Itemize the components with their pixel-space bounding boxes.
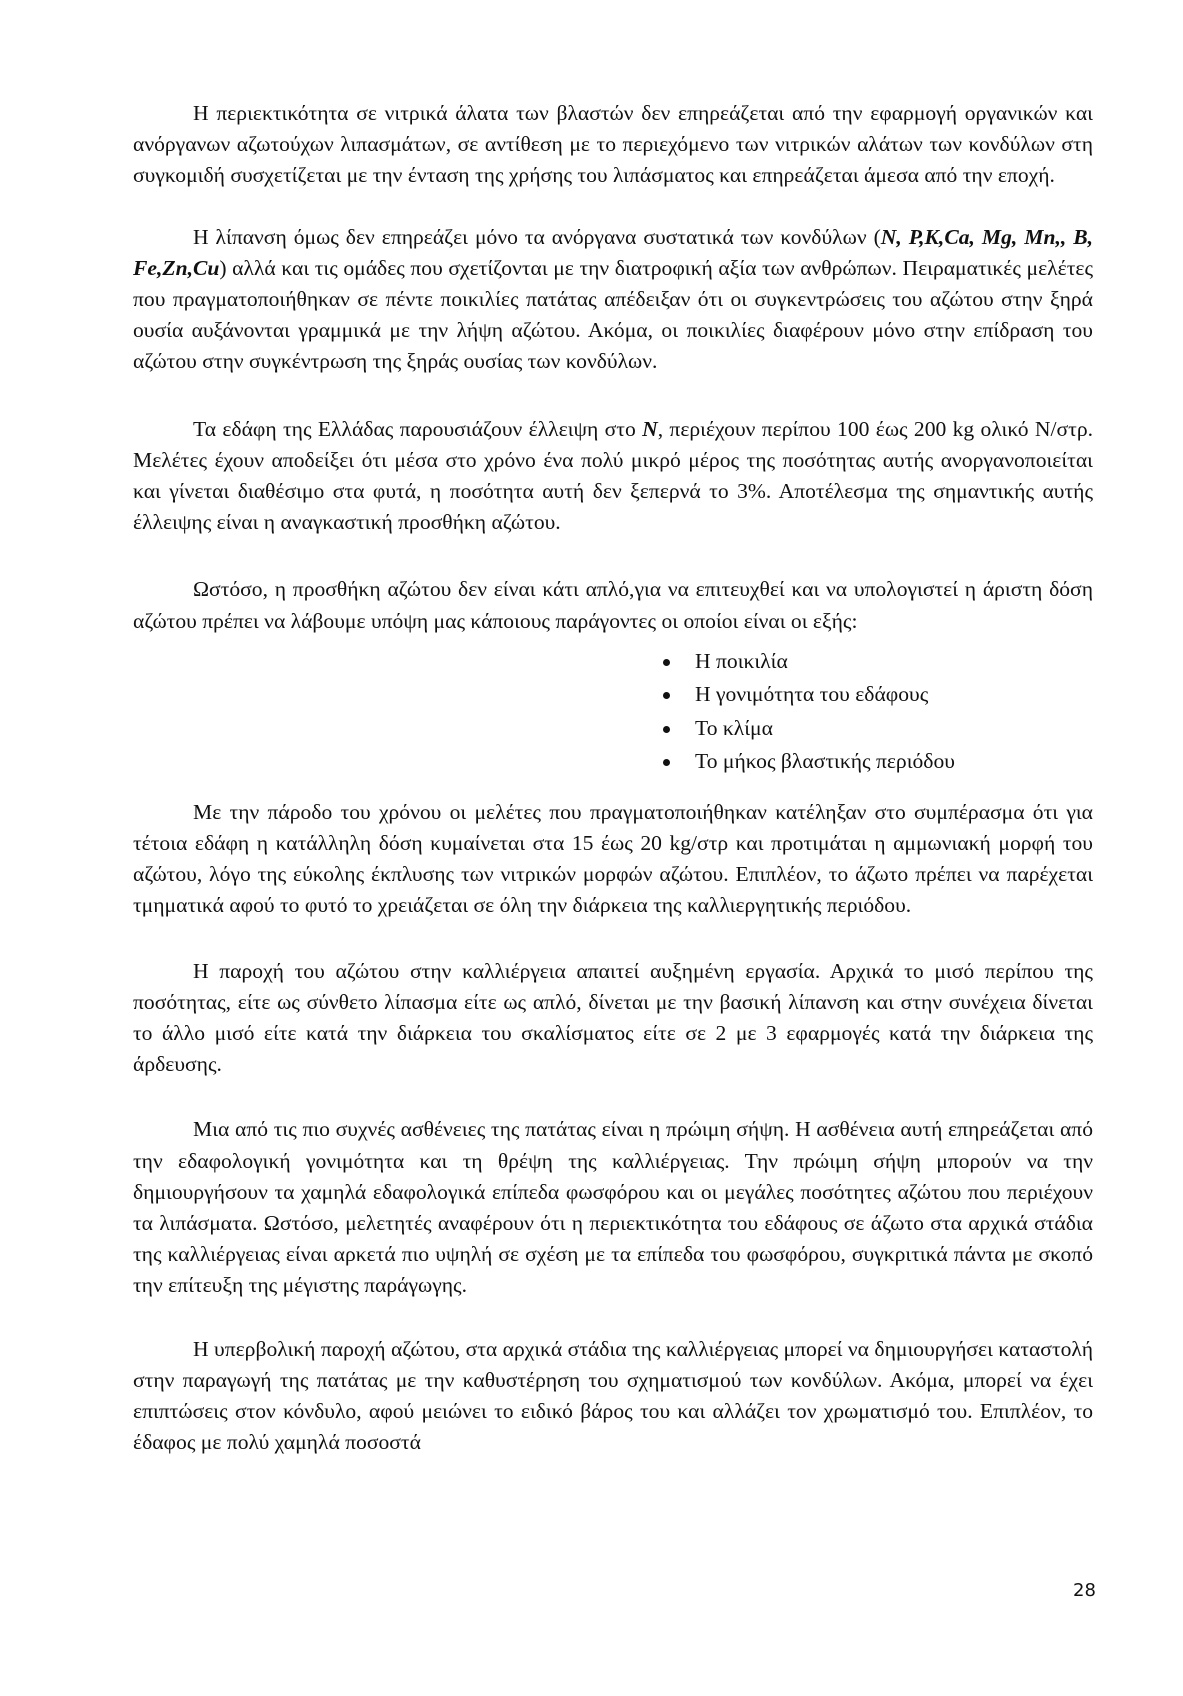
factors-list bbox=[133, 645, 1093, 779]
chemical-elements-list: N, P,K,Ca, Mg, Mn,, B, Fe,Zn,Cu bbox=[133, 224, 1094, 280]
bullet-icon bbox=[663, 759, 670, 766]
paragraph-optimal-dose: Ωστόσο, η προσθήκη αζώτου δεν είναι κάτι απλό,για να επιτευχθεί και να υπολογιστεί η άριστη δόση αζώτου πρέπει να λάβουμε υπόψη μας κάποιους παράγοντες οι οποίοι είναι οι εξής: bbox=[133, 577, 1093, 633]
bullet-icon bbox=[663, 692, 670, 699]
list-item bbox=[663, 745, 1093, 779]
paragraph-text: , περιέχουν περίπου 100 έως 200 kg ολικό N/στρ. Μελέτες έχουν αποδείξει ότι μέσα στο χρόνο ένα πολύ μικρό μέρος της ποσότητας αυτής ανοργανοποιείται και γίνεται διαθέσιμο στα φυτά, η ποσότητα αυτή δεν ξεπερνά το 3%. Αποτέλεσμα της σημαντικής αυτής έλλειψης είναι η αναγκαστική προσθήκη αζώτου. bbox=[133, 416, 1093, 535]
paragraph-studies-conclusion: Με την πάροδο του χρόνου οι μελέτες που πραγματοποιήθηκαν κατέληξαν στο συμπέρασμα ότι για τέτοια εδάφη η κατάλληλη δόση κυμαίνεται στα 15 έως 20 kg/στρ και προτιμάται η αμμωνιακή μορφή του αζώτου, λόγο της εύκολης έκπλυσης των νιτρικών μορφών αζώτου. Επιπλέον, το άζωτο πρέπει να παρέχεται τμηματικά αφού το φυτό το χρειάζεται σε όλη την διάρκεια της καλλιεργητικής περιόδου. bbox=[133, 799, 1093, 918]
paragraph-excess-nitrogen: Η υπερβολική παροχή αζώτου, στα αρχικά στάδια της καλλιέργειας μπορεί να δημιουργήσει καταστολή στην παραγωγή της πατάτας με την καθυστέρηση του σχηματισμού των κονδύλων. Ακόμα, μπορεί να έχει επιπτώσεις στον κόνδυλο, αφού μειώνει το ειδικό βάρος του και αλλάζει τον χρωματισμό του. Επιπλέον, το έδαφος με πολύ χαμηλά ποσοστά bbox=[133, 1336, 1093, 1455]
list-item-label: Η ποικιλία bbox=[695, 648, 788, 673]
paragraph-text: Η λίπανση όμως δεν επηρεάζει μόνο τα ανόργανα συστατικά των κονδύλων ( bbox=[193, 224, 881, 249]
bullet-icon bbox=[663, 659, 670, 666]
paragraph-early-blight: Μια από τις πιο συχνές ασθένειες της πατάτας είναι η πρώιμη σήψη. Η ασθένεια αυτή επηρεάζεται από την εδαφολογική γονιμότητα και τη θρέψη της καλλιέργειας. Την πρώιμη σήψη μπορούν να την δημιουργήσουν τα χαμηλά εδαφολογικά επίπεδα φωσφόρου και οι μεγάλες ποσότητες αζώτου που περιέχουν τα λιπάσματα. Ωστόσο, μελετητές αναφέρουν ότι η περιεκτικότητα του εδάφους σε άζωτο στα αρχικά στάδια της καλλιέργειας είναι αρκετά πιο υψηλή σε σχέση με τα επίπεδα του φωσφόρου, συγκριτικά πάντα με σκοπό την επίτευξη της μέγιστης παράγωγης. bbox=[133, 1117, 1093, 1298]
nitrogen-symbol: N bbox=[642, 416, 658, 441]
paragraph-greek-soils bbox=[133, 414, 1093, 539]
list-item-label: Η γονιμότητα του εδάφους bbox=[695, 682, 929, 707]
list-item-label: Το κλίμα bbox=[695, 715, 773, 740]
paragraph-nitrate-content: Η περιεκτικότητα σε νιτρικά άλατα των βλαστών δεν επηρεάζεται από την εφαρμογή οργανικών και ανόργανων αζωτούχων λιπασμάτων, σε αντίθεση με το περιεχόμενο των νιτρικών αλάτων των κονδύλων στη συγκομιδή συσχετίζεται με την ένταση της χρήσης του λιπάσματος και επηρεάζεται άμεσα από την εποχή. bbox=[133, 101, 1093, 188]
document-page bbox=[133, 98, 1093, 1459]
paragraph-text: ) αλλά και τις ομάδες που σχετίζονται με την διατροφική αξία των ανθρώπων. Πειραματικές μελέτες που πραγματοποιήθηκαν σε πέντε ποικιλίες πατάτας απέδειξαν ότι οι συγκεντρώσεις του αζώτου στην ξηρά ουσία αυξάνονται γραμμικά με την λήψη αζώτου. Ακόμα, οι ποικιλίες διαφέρουν μόνο στην επίδραση του αζώτου στην συγκέντρωση της ξηράς ουσίας των κονδύλων. bbox=[133, 255, 1093, 374]
page-number: 28 bbox=[1073, 1580, 1096, 1601]
list-item-label: Το μήκος βλαστικής περιόδου bbox=[695, 749, 955, 774]
paragraph-nitrogen-supply: Η παροχή του αζώτου στην καλλιέργεια απαιτεί αυξημένη εργασία. Αρχικά το μισό περίπου της ποσότητας, είτε ως σύνθετο λίπασμα είτε ως απλό, δίνεται με την βασική λίπανση και στην συνέχεια δίνεται το άλλο μισό είτε κατά την διάρκεια του σκαλίσματος είτε σε 2 με 3 εφαρμογές κατά την διάρκεια της άρδευσης. bbox=[133, 958, 1093, 1077]
paragraph-fertilization-effects bbox=[133, 222, 1093, 378]
list-item bbox=[663, 678, 1093, 712]
list-item bbox=[663, 645, 1093, 679]
paragraph-text: Τα εδάφη της Ελλάδας παρουσιάζουν έλλειψη στο bbox=[193, 416, 643, 441]
list-item bbox=[663, 712, 1093, 746]
bullet-icon bbox=[663, 726, 670, 733]
